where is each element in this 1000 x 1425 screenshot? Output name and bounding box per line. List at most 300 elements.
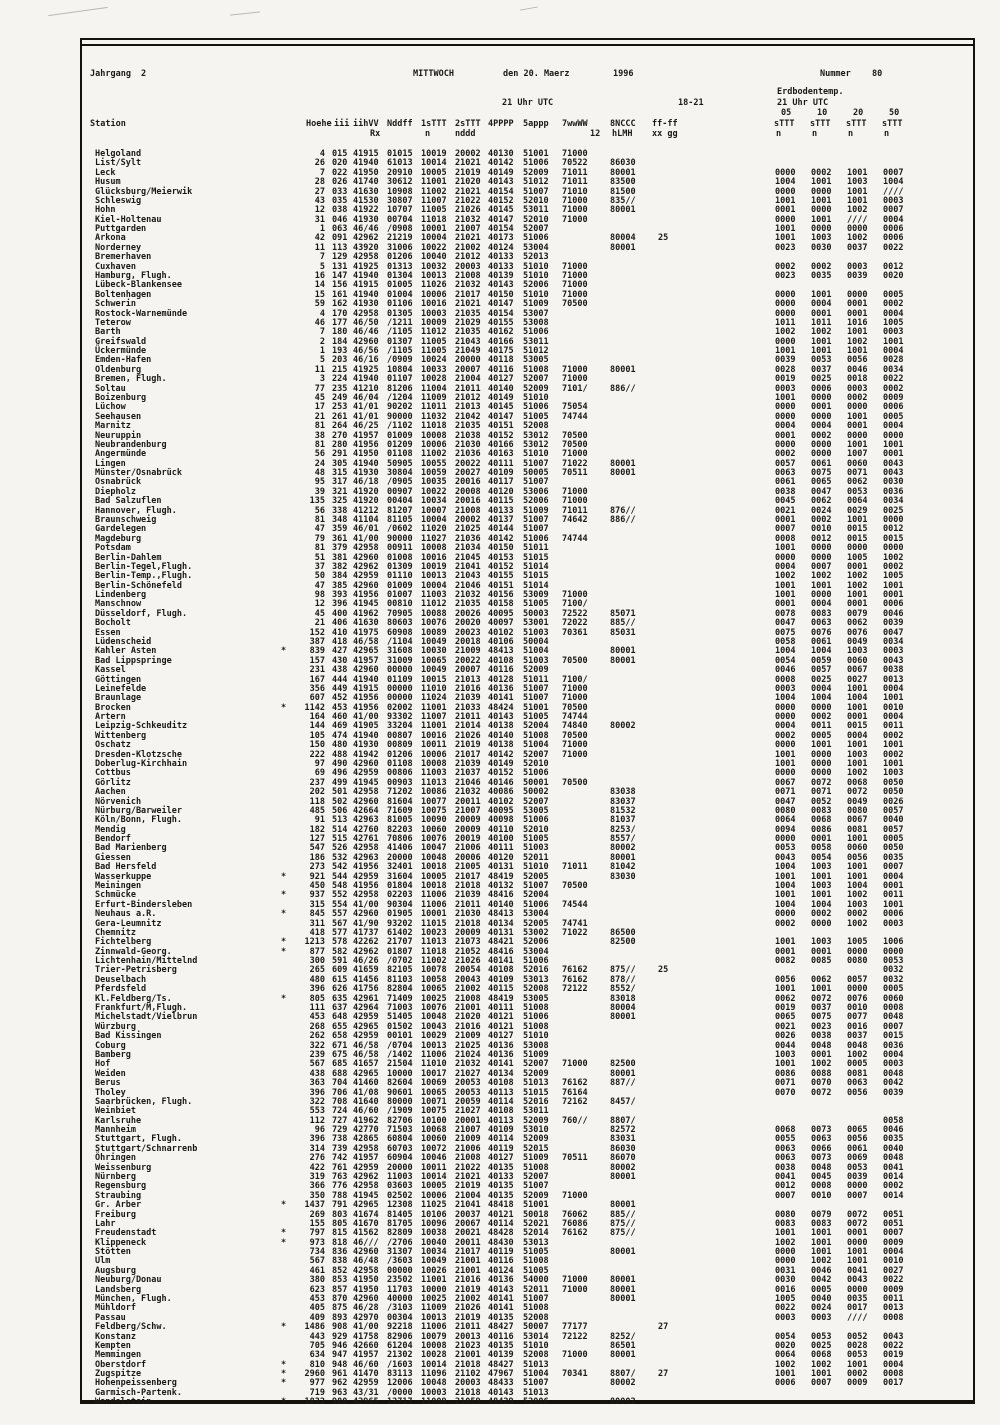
col-iihVV: iihVV xyxy=(353,119,379,129)
value-2sTTT: 20023 xyxy=(455,627,481,638)
value-8NCCC: 875// xyxy=(610,1228,636,1239)
station-height: 167 xyxy=(309,674,325,685)
soiltemp-05: 1001 xyxy=(775,937,796,948)
value-1sTTT: 10016 xyxy=(421,552,447,563)
soiltemp-50: 0011 xyxy=(883,1293,904,1304)
station-height: 155 xyxy=(309,1218,325,1229)
soiltemp-50: 0026 xyxy=(883,796,904,807)
soiltemp-05: 0001 xyxy=(775,430,796,441)
station-height: 705 xyxy=(309,1340,325,1351)
value-5appp: 53012 xyxy=(523,439,549,450)
value-5appp: 51009 xyxy=(523,505,549,516)
value-5appp: 51004 xyxy=(523,1369,549,1380)
value-Nddff: 00809 xyxy=(387,740,413,751)
value-2sTTT: 21102 xyxy=(455,1369,481,1380)
value-5appp: 52007 xyxy=(523,1171,549,1182)
station-name: Meiningen xyxy=(95,881,142,892)
value-Nddff: 81604 xyxy=(387,796,413,807)
soiltemp-10: 0088 xyxy=(811,1068,832,1079)
soiltemp-10: 0061 xyxy=(811,458,832,469)
station-height: 81 xyxy=(314,421,325,432)
station-number: 325 xyxy=(332,496,348,507)
soiltemp-20: 0000 xyxy=(847,1181,868,1192)
value-8NCCC: 80002 xyxy=(610,1378,636,1389)
soiltemp-20: 0001 xyxy=(847,712,868,723)
value-1sTTT: 10029 xyxy=(421,1031,447,1042)
soiltemp-20: 0067 xyxy=(847,665,868,676)
station-height: 11 xyxy=(314,242,325,253)
col-hoehe: Hoehe xyxy=(306,119,332,129)
value-8NCCC: 887// xyxy=(610,1078,636,1089)
value-1sTTT: 11007 xyxy=(421,195,447,206)
soiltemp-05: 0000 xyxy=(775,411,796,422)
station-height: 1142 xyxy=(304,702,325,713)
value-4PPPP: 40108 xyxy=(488,1106,514,1117)
value-1sTTT: 10009 xyxy=(421,317,447,328)
value-1sTTT: 11010 xyxy=(421,683,447,694)
soiltemp-05: 0006 xyxy=(775,1378,796,1389)
value-Nddff: 01106 xyxy=(387,299,413,310)
value-7wwWW: 7101/ xyxy=(562,383,588,394)
station-name: Hamburg, Flugh. xyxy=(95,271,172,281)
soiltemp-50: 0005 xyxy=(883,834,904,845)
value-1sTTT: 10065 xyxy=(421,984,447,995)
soiltemp-10: 0000 xyxy=(811,918,832,929)
soiltemp-05: 1004 xyxy=(775,646,796,657)
value-2sTTT: 21016 xyxy=(455,1275,481,1286)
col-5appp: 5appp xyxy=(523,119,549,129)
value-Nddff: 82105 xyxy=(387,965,413,976)
mountain-station-marker: * xyxy=(281,909,287,920)
station-number: 582 xyxy=(332,946,348,957)
soiltemp-50: 0032 xyxy=(883,965,904,976)
soiltemp-10: 0025 xyxy=(811,374,832,385)
value-Nddff: 02502 xyxy=(387,1190,413,1201)
station-height: 553 xyxy=(309,1106,325,1117)
station-height: 24 xyxy=(314,458,325,469)
station-height: 805 xyxy=(309,993,325,1004)
station-name: Emden-Hafen xyxy=(95,355,152,366)
soiltemp-20: 0041 xyxy=(847,1265,868,1276)
value-4PPPP: 40111 xyxy=(488,1003,514,1014)
value-7wwWW: 71022 xyxy=(562,927,588,938)
value-5appp: 51001 xyxy=(523,149,549,159)
station-height: 810 xyxy=(309,1359,325,1370)
soiltemp-20: 0064 xyxy=(847,496,868,507)
value-7wwWW: 74744 xyxy=(562,411,588,422)
col-ff-ff: ff-ff xyxy=(652,119,678,129)
value-5appp: 51013 xyxy=(523,1078,549,1089)
value-4PPPP: 40135 xyxy=(488,1162,514,1173)
value-1sTTT: 11009 xyxy=(421,1303,447,1314)
soiltemp-05: 0061 xyxy=(775,477,796,488)
soiltemp-05: 1001 xyxy=(775,1369,796,1380)
station-name: Norderney xyxy=(95,242,142,253)
value-Nddff: 01209 xyxy=(387,439,413,450)
soiltemp-10: 0065 xyxy=(811,477,832,488)
value-2sTTT: 21052 xyxy=(455,946,481,957)
value-4PPPP: 40143 xyxy=(488,1387,514,1398)
value-8NCCC: 85031 xyxy=(610,627,636,638)
jahrgang-value: 2 xyxy=(141,69,147,79)
soiltemp-50: 0036 xyxy=(883,486,904,497)
station-number: 567 xyxy=(332,918,348,929)
station-name: Weinbiet xyxy=(95,1106,136,1117)
soiltemp-50: 0002 xyxy=(883,730,904,741)
station-height: 51 xyxy=(314,552,325,563)
station-height: 350 xyxy=(309,1190,325,1201)
value-5appp: 50003 xyxy=(523,608,549,619)
station-number: 315 xyxy=(332,468,348,479)
value-Nddff: 01305 xyxy=(387,308,413,319)
station-name: Zugspitze xyxy=(95,1369,142,1380)
value-8NCCC: 80001 xyxy=(610,655,636,666)
soiltemp-05: 0002 xyxy=(775,449,796,460)
station-height: 28 xyxy=(314,177,325,188)
value-2sTTT: 21013 xyxy=(455,674,481,685)
soiltemp-50: 0006 xyxy=(883,599,904,610)
value-1sTTT: 10048 xyxy=(421,852,447,863)
value-iihVV: 42770 xyxy=(353,1125,379,1136)
soiltemp-20: 1001 xyxy=(847,1359,868,1370)
value-4PPPP: 48413 xyxy=(488,646,514,657)
value-iihVV: 42962 xyxy=(353,561,379,572)
soiltemp-10: 0002 xyxy=(811,261,832,272)
station-number: 382 xyxy=(332,561,348,572)
soiltemp-20: 0002 xyxy=(847,393,868,403)
value-4PPPP: 40127 xyxy=(488,1031,514,1042)
station-height: 112 xyxy=(309,1115,325,1126)
value-Nddff: 93202 xyxy=(387,918,413,929)
value-iihVV: 41/01 xyxy=(353,411,379,422)
value-2sTTT: 21004 xyxy=(455,374,481,385)
value-1sTTT: 10000 xyxy=(421,1284,447,1295)
value-iihVV: 41657 xyxy=(353,1059,379,1070)
station-number: 729 xyxy=(332,1125,348,1136)
value-2sTTT: 21030 xyxy=(455,439,481,450)
value-Nddff: 01004 xyxy=(387,289,413,300)
soiltemp-10: 0073 xyxy=(811,1125,832,1136)
soiltemp-05: 0064 xyxy=(775,1350,796,1361)
station-name: Giessen xyxy=(95,852,131,863)
soiltemp-20: 0009 xyxy=(847,1378,868,1389)
soiltemp-05: 1004 xyxy=(775,881,796,892)
value-4PPPP: 40175 xyxy=(488,346,514,357)
soiltemp-05: 0000 xyxy=(775,186,796,197)
value-2sTTT: 20001 xyxy=(455,1115,481,1126)
value-4PPPP: 40153 xyxy=(488,552,514,563)
soiltemp-05: 1001 xyxy=(775,346,796,357)
value-iihVV: 41950 xyxy=(353,1275,379,1286)
soiltemp-50: 0004 xyxy=(883,1247,904,1258)
soiltemp-10: 1001 xyxy=(811,580,832,591)
value-Nddff: 00810 xyxy=(387,599,413,610)
value-Nddff: 31307 xyxy=(387,1247,413,1258)
value-2sTTT: 21017 xyxy=(455,1247,481,1258)
soiltemp-10: 0000 xyxy=(811,411,832,422)
value-8NCCC: 86501 xyxy=(610,1340,636,1351)
station-name: Münster/Osnabrück xyxy=(95,468,182,479)
value-2sTTT: 21001 xyxy=(455,1256,481,1267)
soiltemp-05: 0083 xyxy=(775,1218,796,1229)
soiltemp-10: 0000 xyxy=(811,552,832,563)
value-8NCCC: 875// xyxy=(610,965,636,976)
soiltemp-05: 0008 xyxy=(775,674,796,685)
station-number: 438 xyxy=(332,665,348,676)
station-height: 95 xyxy=(314,477,325,488)
station-name: Chemnitz xyxy=(95,927,136,938)
value-4PPPP: 40152 xyxy=(488,195,514,206)
soiltemp-20: 0003 xyxy=(847,383,868,394)
soiltemp-50: 0007 xyxy=(883,1021,904,1032)
value-1sTTT: 10076 xyxy=(421,1003,447,1014)
soiltemp-20: 0000 xyxy=(847,984,868,995)
soiltemp-10: 1004 xyxy=(811,899,832,910)
value-1sTTT: 11006 xyxy=(421,1322,447,1333)
station-name: Wittenberg xyxy=(95,730,147,741)
soiltemp-05: 0054 xyxy=(775,655,796,666)
value-iihVV: 46/28 xyxy=(353,1303,379,1314)
station-name: Wasserkuppe xyxy=(95,871,152,882)
station-number: 502 xyxy=(332,796,348,807)
station-number: 015 xyxy=(332,149,348,159)
soiltemp-50: 0053 xyxy=(883,956,904,967)
value-8NCCC: 83037 xyxy=(610,796,636,807)
soiltemp-20: 1002 xyxy=(847,205,868,216)
station-height: 265 xyxy=(309,965,325,976)
value-7wwWW: 70511 xyxy=(562,468,588,479)
value-iihVV: 46/60 xyxy=(353,1359,379,1370)
value-1sTTT: 11001 xyxy=(421,177,447,188)
value-5appp: 51006 xyxy=(523,768,549,779)
soiltemp-10: 0083 xyxy=(811,608,832,619)
value-4PPPP: 40108 xyxy=(488,965,514,976)
soiltemp-05: 1002 xyxy=(775,571,796,582)
soiltemp-50: 0005 xyxy=(883,411,904,422)
station-number: 648 xyxy=(332,1012,348,1023)
station-name: Puttgarden xyxy=(95,224,147,235)
value-2sTTT: 20008 xyxy=(455,486,481,497)
soiltemp-05: 0071 xyxy=(775,1078,796,1089)
station-height: 1486 xyxy=(304,1322,325,1333)
value-4PPPP: 40109 xyxy=(488,468,514,479)
soiltemp-10: 1001 xyxy=(811,1369,832,1380)
value-2sTTT: 20011 xyxy=(455,796,481,807)
station-number: 948 xyxy=(332,1359,348,1370)
soiltemp-10: 0042 xyxy=(811,1275,832,1286)
value-xx: 27 xyxy=(658,1369,669,1380)
value-1sTTT: 10034 xyxy=(421,496,447,507)
value-iihVV: 41962 xyxy=(353,1115,379,1126)
soiltemp-20: 0071 xyxy=(847,468,868,479)
value-1sTTT: 10040 xyxy=(421,1237,447,1248)
value-5appp: 52010 xyxy=(523,195,549,206)
soiltemp-50: 0036 xyxy=(883,1040,904,1051)
value-1sTTT: 11002 xyxy=(421,186,447,197)
value-2sTTT: 20022 xyxy=(455,458,481,469)
soiltemp-20: 0053 xyxy=(847,1162,868,1173)
soiltemp-50: 0007 xyxy=(883,1228,904,1239)
value-7wwWW: 76164 xyxy=(562,1087,588,1098)
soiltemp-20: 1001 xyxy=(847,195,868,206)
value-1sTTT: 10007 xyxy=(421,505,447,516)
value-4PPPP: 40127 xyxy=(488,374,514,385)
value-2sTTT: 21019 xyxy=(455,1284,481,1295)
value-1sTTT: 10004 xyxy=(421,515,447,525)
station-name: Bremen, Flugh. xyxy=(95,374,167,385)
value-2sTTT: 21036 xyxy=(455,533,481,544)
soiltemp-20: 0029 xyxy=(847,505,868,516)
soiltemp-10: 0000 xyxy=(811,393,832,403)
value-5appp: 51003 xyxy=(523,627,549,638)
value-5appp: 51005 xyxy=(523,599,549,610)
station-name: Brocken xyxy=(95,702,131,713)
value-5appp: 50002 xyxy=(523,787,549,798)
soiltemp-10: 1001 xyxy=(811,984,832,995)
station-number: 193 xyxy=(332,346,348,357)
value-1sTTT: 10049 xyxy=(421,1256,447,1267)
value-Nddff: 32401 xyxy=(387,862,413,873)
station-name: Cottbus xyxy=(95,768,131,779)
value-Nddff: /2706 xyxy=(387,1237,413,1248)
value-1sTTT: 11013 xyxy=(421,937,447,948)
weekday: MITTWOCH xyxy=(413,69,454,79)
value-7wwWW: 71000 xyxy=(562,214,588,225)
station-number: 552 xyxy=(332,890,348,901)
value-5appp: 52010 xyxy=(523,214,549,225)
station-height: 977 xyxy=(309,1378,325,1389)
value-4PPPP: 40152 xyxy=(488,561,514,572)
station-height: 164 xyxy=(309,712,325,723)
soiltemp-10: 1011 xyxy=(811,317,832,328)
soiltemp-20: 0062 xyxy=(847,618,868,629)
soiltemp-50: 0022 xyxy=(883,1275,904,1286)
station-name: Landsberg xyxy=(95,1284,142,1295)
station-name: Gardelegen xyxy=(95,524,147,535)
station-number: 460 xyxy=(332,712,348,723)
station-name: Berlin-Dahlem xyxy=(95,552,162,563)
value-iihVV: 46/01 xyxy=(353,524,379,535)
value-Nddff: 01307 xyxy=(387,336,413,347)
value-4PPPP: 40166 xyxy=(488,439,514,450)
value-4PPPP: 40109 xyxy=(488,1125,514,1136)
value-5appp: 51007 xyxy=(523,1378,549,1389)
soiltemp-50: 0003 xyxy=(883,327,904,338)
station-number: 818 xyxy=(332,1237,348,1248)
value-1sTTT: 10015 xyxy=(421,674,447,685)
value-Nddff: 90000 xyxy=(387,411,413,422)
station-name: Neuruppin xyxy=(95,430,142,441)
value-Nddff: 01108 xyxy=(387,449,413,460)
soiltemp-20: 0049 xyxy=(847,637,868,648)
value-8NCCC: 80001 xyxy=(610,1068,636,1079)
value-4PPPP: 40135 xyxy=(488,1181,514,1192)
value-Nddff: 01807 xyxy=(387,946,413,957)
soiltemp-10: 0047 xyxy=(811,486,832,497)
station-name: Doberlug-Kirchhain xyxy=(95,759,188,770)
value-5appp: 51001 xyxy=(523,702,549,713)
value-4PPPP: 40143 xyxy=(488,177,514,188)
value-5appp: 52006 xyxy=(523,496,549,507)
station-number: 261 xyxy=(332,411,348,422)
value-Nddff: 40000 xyxy=(387,1293,413,1304)
value-1sTTT: 11020 xyxy=(421,524,447,535)
mountain-station-marker: * xyxy=(281,1200,287,1211)
soiltemp-10: 0024 xyxy=(811,505,832,516)
station-name: Magdeburg xyxy=(95,533,142,544)
value-8NCCC: 81037 xyxy=(610,815,636,826)
station-name: Bocholt xyxy=(95,618,131,629)
value-4PPPP: 40145 xyxy=(488,402,514,413)
station-name: Boizenburg xyxy=(95,393,147,403)
value-8NCCC: 82572 xyxy=(610,1125,636,1136)
station-height: 127 xyxy=(309,834,325,845)
station-name: Gr. Arber xyxy=(95,1200,142,1211)
value-2sTTT: 21009 xyxy=(455,646,481,657)
value-7wwWW: 71011 xyxy=(562,177,588,188)
value-5appp: 51010 xyxy=(523,261,549,272)
value-5appp: 51010 xyxy=(523,271,549,281)
value-1sTTT: 10065 xyxy=(421,655,447,666)
value-1sTTT: 11018 xyxy=(421,946,447,957)
value-2sTTT: 21024 xyxy=(455,1049,481,1060)
value-4PPPP: 40143 xyxy=(488,712,514,723)
soiltemp-05: 0064 xyxy=(775,815,796,826)
value-7wwWW: 70500 xyxy=(562,881,588,892)
station-height: 77 xyxy=(314,383,325,394)
value-8NCCC: 8557/ xyxy=(610,834,636,845)
value-7wwWW: 71000 xyxy=(562,280,588,291)
value-5appp: 51001 xyxy=(523,1200,549,1211)
value-iihVV: 42958 xyxy=(353,543,379,554)
value-1sTTT: 11005 xyxy=(421,346,447,357)
erdboden-time: 21 Uhr UTC xyxy=(777,98,829,108)
value-7wwWW: 71000 xyxy=(562,749,588,760)
value-2sTTT: 21006 xyxy=(455,843,481,854)
value-4PPPP: 40151 xyxy=(488,580,514,591)
station-height: 7 xyxy=(319,327,325,338)
soiltemp-20: 0056 xyxy=(847,1134,868,1145)
value-2sTTT: 20013 xyxy=(455,1331,481,1342)
value-Nddff: 01015 xyxy=(387,149,413,159)
value-4PPPP: 48413 xyxy=(488,909,514,920)
value-1sTTT: 10013 xyxy=(421,1312,447,1323)
soiltemp-05: 0016 xyxy=(775,1284,796,1295)
soiltemp-10: 0071 xyxy=(811,787,832,798)
value-4PPPP: 40139 xyxy=(488,1350,514,1361)
value-8NCCC: 80001 xyxy=(610,1350,636,1361)
soiltemp-50: 0009 xyxy=(883,393,904,403)
soiltemp-10: 0035 xyxy=(811,271,832,281)
soiltemp-50: 0039 xyxy=(883,618,904,629)
value-4PPPP: 40131 xyxy=(488,927,514,938)
value-1sTTT: 10090 xyxy=(421,815,447,826)
soiltemp-05: 0053 xyxy=(775,843,796,854)
value-7wwWW: 71000 xyxy=(562,261,588,272)
soiltemp-05: 0001 xyxy=(775,946,796,957)
value-2sTTT: 21019 xyxy=(455,740,481,751)
value-2sTTT: 21011 xyxy=(455,899,481,910)
value-4PPPP: 40133 xyxy=(488,252,514,263)
value-2sTTT: 20000 xyxy=(455,355,481,366)
soiltemp-05: 0000 xyxy=(775,1256,796,1267)
soiltemp-05: 1001 xyxy=(775,195,796,206)
soiltemp-10: 0046 xyxy=(811,1265,832,1276)
value-Nddff: 21707 xyxy=(387,937,413,948)
station-name: Neuhaus a.R. xyxy=(95,909,157,920)
soiltemp-05: 0000 xyxy=(775,336,796,347)
soiltemp-50: 0015 xyxy=(883,533,904,544)
